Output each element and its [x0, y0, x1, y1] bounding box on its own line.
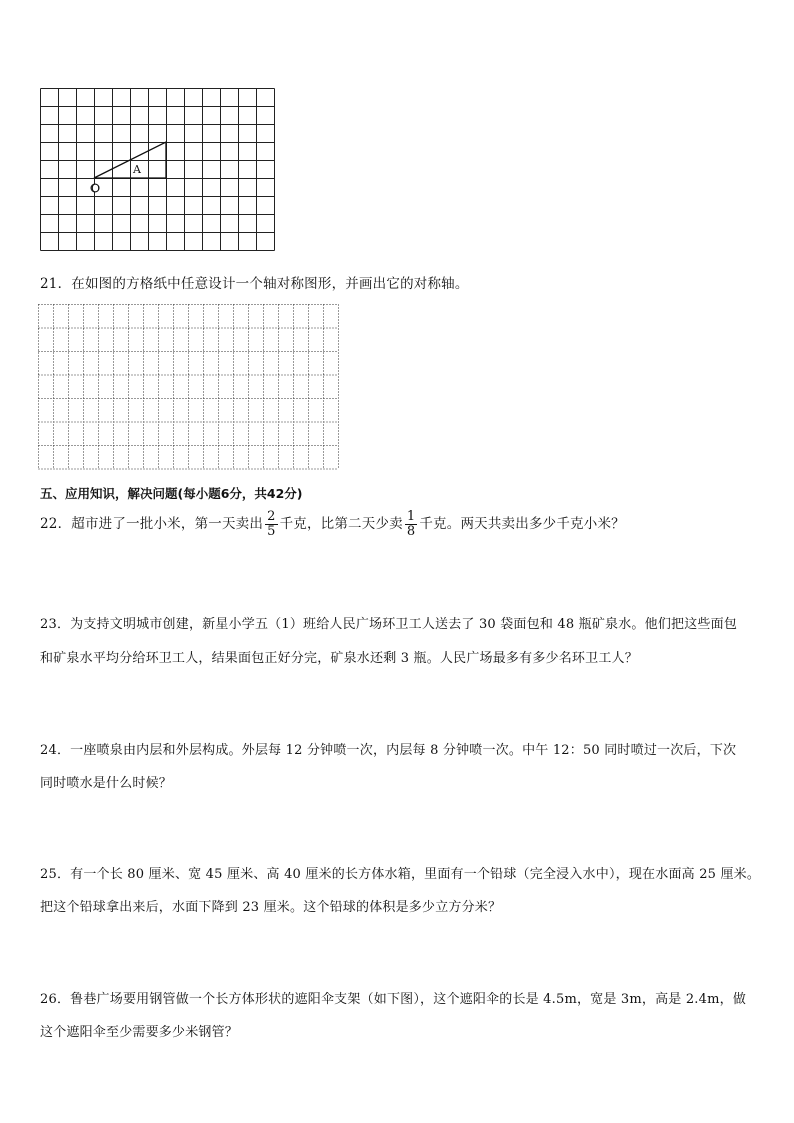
question-24-line-1: 24．一座喷泉由内层和外层构成。外层每 12 分钟喷一次，内层每 8 分钟喷一次。中午 12：50 同时喷过一次后，下次 [40, 743, 737, 758]
question-25-line-1: 25．有一个长 80 厘米、宽 45 厘米、高 40 厘米的长方体水箱，里面有一个铅球（完全浸入水中），现在水面高 25 厘米。 [40, 867, 761, 882]
question-26-line-2: 这个遮阳伞至少需要多少米钢管？ [40, 1025, 239, 1040]
triangle-label-a: A [133, 163, 141, 176]
question-23-line-1: 23．为支持文明城市创建，新星小学五（1）班给人民广场环卫工人送去了 30 袋面包和 48 瓶矿泉水。他们把这些面包 [40, 617, 738, 632]
point-label-o: O [91, 182, 101, 195]
question-22-part2: 千克，比第二天少卖 [279, 516, 403, 532]
section-5-title: 五、应用知识，解决问题(每小题6分，共42分) [40, 486, 303, 501]
grid-lines [41, 89, 275, 251]
question-26-line-1: 26．鲁巷广场要用钢管做一个长方体形状的遮阳伞支架（如下图），这个遮阳伞的长是 4.5m，宽是 3m，高是 2.4m，做 [40, 992, 747, 1007]
fraction-denominator: 8 [406, 524, 416, 539]
question-25-line-2: 把这个铅球拿出来后，水面下降到 23 厘米。这个铅球的体积是多少立方分米？ [40, 900, 502, 915]
fraction-two-fifths [265, 510, 277, 539]
fraction-one-eighth [405, 510, 417, 539]
fraction-denominator: 5 [267, 524, 276, 539]
figure-grid-triangle [40, 88, 276, 251]
dotted-grid-lines [39, 305, 339, 470]
question-22-part1: 22．超市进了一批小米，第一天卖出 [40, 516, 264, 532]
question-24-line-2: 同时喷水是什么时候？ [40, 776, 173, 791]
question-21: 21．在如图的方格纸中任意设计一个轴对称图形，并画出它的对称轴。 [40, 276, 469, 292]
fraction-numerator: 2 [267, 509, 276, 524]
dotted-grid-drawing-area[interactable] [38, 304, 338, 470]
fraction-numerator: 1 [406, 509, 416, 524]
question-22 [40, 507, 625, 541]
question-22-part3: 千克。两天共卖出多少千克小米？ [419, 516, 625, 532]
question-23-line-2: 和矿泉水平均分给环卫工人，结果面包正好分完，矿泉水还剩 3 瓶。人民广场最多有多少名环卫工人？ [40, 651, 638, 666]
